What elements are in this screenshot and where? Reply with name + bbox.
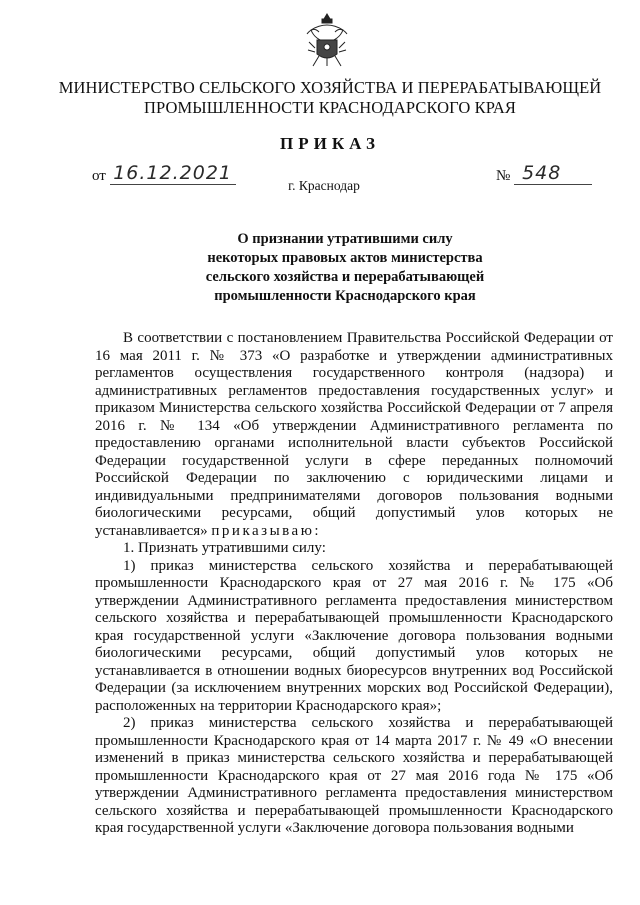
- item-1-2: 2) приказ министерства сельского хозяйства и перерабатывающей промышленности Краснодарского края от 14 марта 2017 г. № 49 «О внесении изменений в приказ министерства сельского хозяйства и перерабатывающей промышленности Краснодарского края от 27 мая 2016 года № 175 «Об утверждении Административного регламента предоставления министерством сельского хозяйства и перерабатывающей промышленности Краснодарского края государственной услуги «Заключение договора пользования водными: [95, 715, 613, 836]
- date-value: 16.12.2021: [113, 162, 232, 184]
- ministry-line-2: ПРОМЫШЛЕННОСТИ КРАСНОДАРСКОГО КРАЯ: [143, 98, 517, 117]
- document-body: [95, 330, 613, 838]
- subject-line-3: сельского хозяйства и перерабатывающей: [205, 269, 485, 285]
- krasnodar-coat-of-arms-icon: [305, 12, 349, 68]
- doc-type-title: ПРИКАЗ: [280, 134, 380, 153]
- item-1: 1. Признать утратившими силу:: [123, 540, 326, 556]
- subject-line-4: промышленности Краснодарского края: [214, 288, 476, 304]
- number-value: 548: [522, 162, 562, 184]
- preamble-paragraph: [95, 330, 613, 540]
- subject-line-1: О признании утратившими силу: [237, 231, 453, 247]
- ministry-line-1: МИНИСТЕРСТВО СЕЛЬСКОГО ХОЗЯЙСТВА И ПЕРЕРАБАТЫВАЮЩЕЙ: [58, 78, 602, 97]
- order-word: приказываю:: [211, 522, 322, 539]
- subject-line-2: некоторых правовых актов министерства: [207, 250, 483, 266]
- subject-heading: [180, 230, 510, 306]
- item-1-1: 1) приказ министерства сельского хозяйства и перерабатывающей промышленности Краснодарского края от 27 мая 2016 г. № 175 «Об утверждении Административного регламента предоставления министерством сельского хозяйства и перерабатывающей промышленности Краснодарского края государственной услуги «Заключение договора пользования водными биологическими ресурсами, общий допустимый улов которых не устанавливается в отношении водных биоресурсов внутренних вод Российской Федерации (за исключением внутренних морских вод Российской Федерации), расположенных на территории Краснодарского края»;: [95, 557, 613, 714]
- date-prefix: от: [92, 168, 106, 184]
- city-label: г. Краснодар: [288, 178, 360, 193]
- number-prefix: №: [496, 168, 511, 184]
- preamble-text: В соответствии с постановлением Правительства Российской Федерации от 16 мая 2011 г. № 373 «О разработке и утверждении административных регламентов осуществления государственного контроля (надзора) и административных регламентов предоставления государственных услуг» и приказом Министерства сельского хозяйства Российской Федерации от 7 апреля 2016 г. № 134 «Об утверждении Административного регламента по предоставлению органами исполнительной власти субъектов Российской Федерации государственной услуги в сфере переданных полномочий Российской Федерации по заключению с юридическими лицами и индивидуальными предпринимателями договоров пользования водными биологическими ресурсами, общий допустимый улов которых не устанавливается»: [95, 330, 613, 539]
- ministry-name: [40, 78, 620, 118]
- scan-edge-noise: [0, 0, 18, 120]
